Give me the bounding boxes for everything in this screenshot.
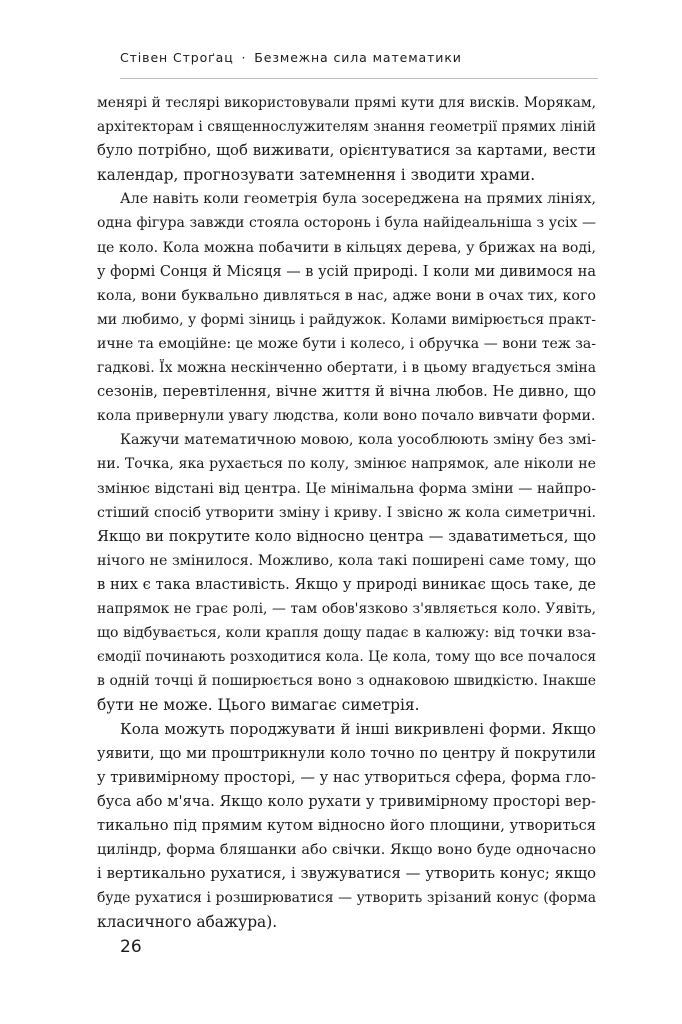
text-line: у формі Сонця й Місяця — в усій природі. І коли ми дивимося на — [97, 263, 596, 280]
text-line: нічого не змінилося. Можливо, кола такі поширені саме тому, що — [97, 552, 596, 569]
header-author: Стівен Строґац — [120, 50, 234, 65]
paragraph — [97, 717, 596, 934]
body-text — [97, 91, 596, 934]
text-line: кола, вони буквально дивляться в нас, адже вони в очах тих, кого — [97, 287, 596, 304]
text-line: буса або м'яча. Якщо коло рухати у тривимірному просторі вер- — [97, 792, 596, 810]
text-line: в них є така властивість. Якщо у природі виникає щось таке, де — [97, 575, 596, 593]
text-line: напрямок не грає ролі, — там обов'язково з'являється коло. Уявіть, — [97, 600, 596, 617]
text-line: Кажучи математичною мовою, кола уособлюють зміну без змі- — [120, 432, 596, 449]
text-line: це коло. Кола можна побачити в кільцях дерева, у брижах на воді, — [97, 239, 596, 256]
text-line: змінює відстані від центра. Це мінімальна форма зміни — найпро- — [97, 480, 596, 497]
paragraph — [97, 187, 596, 428]
text-line: календар, прогнозувати затемнення і зводити храми. — [97, 166, 536, 185]
text-line: тикально під прямим кутом відносно його площини, утвориться — [97, 816, 596, 834]
text-line: менярі й теслярі використовували прямі кути для висків. Морякам, — [97, 95, 596, 111]
text-line: класичного абажура). — [97, 913, 278, 932]
text-line: буде рухатися і розширюватися — утворить зрізаний конус (форма — [97, 890, 596, 907]
text-line: що відбувається, коли крапля дощу падає в калюжу: від точки вза- — [97, 625, 596, 642]
text-line: уявити, що ми проштрикнули коло точно по центру й покрутили — [97, 745, 596, 762]
text-line: стіший спосіб утворити зміну і криву. І звісно ж кола симетричні. — [97, 504, 596, 521]
text-line: ми любимо, у формі зіниць і райдужок. Колами вимірюється практ- — [97, 311, 596, 328]
text-line: було потрібно, щоб виживати, орієнтуватися за картами, вести — [97, 142, 596, 160]
text-line: Якщо ви покрутите коло відносно центра — здаватиметься, що — [97, 527, 596, 545]
text-line: Але навіть коли геометрія була зосереджена на прямих лініях, — [120, 191, 596, 208]
paragraph — [97, 428, 596, 717]
text-line: кола привернули увагу людства, коли воно почало вивчати форми. — [97, 408, 596, 425]
text-line: ни. Точка, яка рухається по колу, змінює напрямок, але ніколи не — [97, 456, 596, 473]
page-number: 26 — [120, 937, 142, 957]
text-line: одна фігура завжди стояла осторонь і була найідеальніша з усіх — — [97, 215, 596, 232]
text-line: ємодії починають розходитися кола. Це кола, тому що все почалося — [97, 649, 596, 666]
header-separator: · — [241, 50, 247, 65]
text-line: бути не може. Цього вимагає симетрія. — [97, 696, 420, 715]
running-head — [120, 50, 462, 65]
paragraph — [97, 91, 596, 187]
text-line: циліндр, форма бляшанки або свічки. Якщо воно буде одночасно — [97, 841, 596, 858]
text-line: і вертикально рухатися, і звужуватися — утворить конус; якщо — [97, 865, 596, 882]
text-line: у тривимірному просторі, — у нас утвориться сфера, форма гло- — [97, 768, 596, 786]
header-rule — [120, 78, 598, 79]
text-line: сезонів, перевтілення, вічне життя й вічна любов. Не дивно, що — [97, 383, 596, 401]
text-line: в одній точці й поширюється воно з однаковою швидкістю. Інакше — [97, 673, 596, 690]
text-line: ичне та емоційне: це може бути і колесо, і обручка — вони теж за- — [97, 335, 596, 352]
text-line: Кола можуть породжувати й інші викривлені форми. Якщо — [120, 720, 596, 739]
text-line: архітекторам і священнослужителям знання геометрії прямих ліній — [97, 119, 596, 136]
header-book-title: Безмежна сила математики — [254, 50, 462, 65]
text-line: гадкові. Їх можна нескінченно обертати, і в цьому вгадується зміна — [97, 360, 596, 377]
